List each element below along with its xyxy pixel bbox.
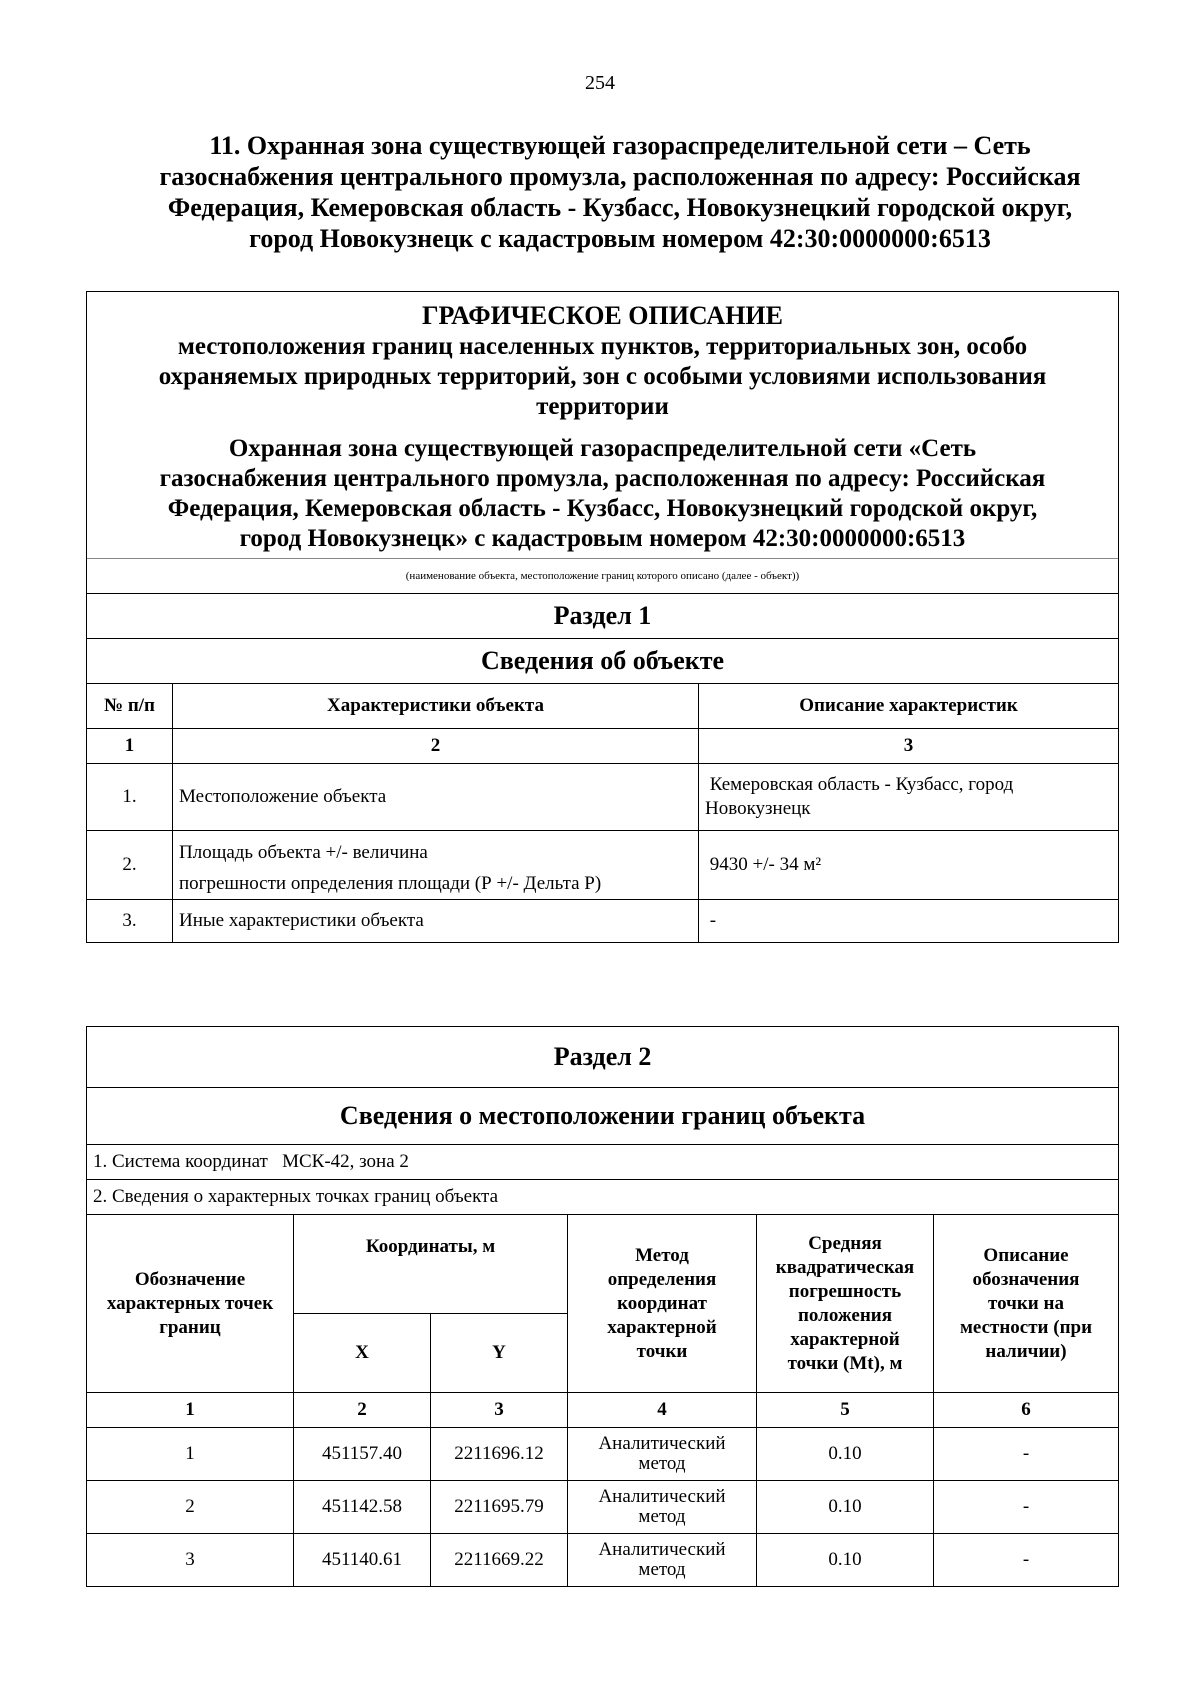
point-method <box>568 1481 757 1534</box>
point-error: 0.10 <box>757 1428 934 1481</box>
table-row <box>87 831 1119 900</box>
heading-line: город Новокузнецк с кадастровым номером 42:30:0000000:6513 <box>249 224 991 253</box>
col-number: 6 <box>934 1393 1119 1428</box>
point-description: - <box>934 1481 1119 1534</box>
table-row <box>87 1428 1119 1481</box>
object-name-line: газоснабжения центрального промузла, расположенная по адресу: Российская <box>159 465 1046 492</box>
point-method <box>568 1428 757 1481</box>
cell-line: Иные характеристики объекта <box>179 910 424 931</box>
document-heading <box>100 130 1140 254</box>
header-line: точки <box>636 1340 688 1362</box>
table-row <box>87 764 1119 831</box>
header-description: Описание характеристик <box>699 684 1119 729</box>
point-x: 451157.40 <box>294 1428 431 1481</box>
subtitle-line: охраняемых природных территорий, зон с особыми условиями использования <box>158 363 1047 390</box>
section1-title: Раздел 1 <box>87 594 1119 639</box>
point-error: 0.10 <box>757 1534 934 1587</box>
header-line: Обозначение <box>134 1268 246 1290</box>
section1-table <box>86 291 1119 943</box>
cell-line: Аналитический <box>598 1539 726 1560</box>
header-line: местности (при <box>959 1316 1093 1338</box>
col-number: 1 <box>87 729 173 764</box>
col-number: 4 <box>568 1393 757 1428</box>
object-name-line: Охранная зона существующей газораспределительной сети «Сеть <box>228 435 977 462</box>
point-description: - <box>934 1428 1119 1481</box>
cell-line: Аналитический <box>598 1486 726 1507</box>
cell-line: 9430 +/- 34 м² <box>705 854 822 875</box>
cell-line: Аналитический <box>598 1433 726 1454</box>
header-line: характерных точек <box>106 1292 274 1314</box>
point-y: 2211696.12 <box>431 1428 568 1481</box>
row-description <box>699 900 1119 943</box>
cell-line: метод <box>638 1559 686 1580</box>
header-error <box>757 1215 934 1393</box>
point-id: 2 <box>87 1481 294 1534</box>
object-name <box>87 426 1118 558</box>
header-line: границ <box>159 1316 221 1338</box>
row-characteristic <box>173 900 699 943</box>
heading-line: газоснабжения центрального промузла, расположенная по адресу: Российская <box>159 162 1081 191</box>
graphic-description-subtitle <box>87 332 1118 426</box>
object-caption: (наименование объекта, местоположение границ которого описано (далее - объект)) <box>87 559 1119 594</box>
table-row <box>87 900 1119 943</box>
header-coordinates: Координаты, м <box>294 1215 568 1314</box>
object-name-line: город Новокузнецк» с кадастровым номером 42:30:0000000:6513 <box>239 525 966 552</box>
section2-table <box>86 1026 1119 1587</box>
point-id: 1 <box>87 1428 294 1481</box>
object-name-line: Федерация, Кемеровская область - Кузбасс, Новокузнецкий городской округ, <box>167 495 1038 522</box>
header-line: характерной <box>607 1316 717 1338</box>
header-line: характерной <box>790 1328 900 1350</box>
cell-line: Площадь объекта +/- величина <box>179 842 428 863</box>
cell-line: метод <box>638 1506 686 1527</box>
col-number: 5 <box>757 1393 934 1428</box>
col-number: 2 <box>294 1393 431 1428</box>
coordinate-system: 1. Система координат МСК-42, зона 2 <box>87 1145 1119 1180</box>
point-description: - <box>934 1534 1119 1587</box>
cell-line: метод <box>638 1453 686 1474</box>
section2-subtitle: Сведения о местоположении границ объекта <box>87 1088 1119 1145</box>
row-number: 3. <box>87 900 173 943</box>
row-number: 2. <box>87 831 173 900</box>
header-line: погрешность <box>788 1280 902 1302</box>
cell-line: погрешности определения площади (Р +/- Дельта Р) <box>179 873 602 894</box>
header-line: наличии) <box>985 1340 1067 1362</box>
row-description <box>699 764 1119 831</box>
header-method <box>568 1215 757 1393</box>
header-line: координат <box>617 1292 707 1314</box>
row-number: 1. <box>87 764 173 831</box>
heading-line: Федерация, Кемеровская область - Кузбасс, Новокузнецкий городской округ, <box>167 193 1073 222</box>
table-row <box>87 1481 1119 1534</box>
page-number: 254 <box>585 72 615 94</box>
point-y: 2211669.22 <box>431 1534 568 1587</box>
col-number: 3 <box>699 729 1119 764</box>
header-x: X <box>294 1314 431 1393</box>
graphic-description-title: ГРАФИЧЕСКОЕ ОПИСАНИЕ <box>422 301 783 330</box>
points-info: 2. Сведения о характерных точках границ объекта <box>87 1180 1119 1215</box>
header-characteristics: Характеристики объекта <box>173 684 699 729</box>
header-line: положения <box>797 1304 893 1326</box>
heading-line: 11. Охранная зона существующей газораспределительной сети – Сеть <box>209 131 1031 160</box>
header-point-description <box>934 1215 1119 1393</box>
header-line: Средняя <box>808 1232 882 1254</box>
header-y: Y <box>431 1314 568 1393</box>
col-number: 1 <box>87 1393 294 1428</box>
point-method <box>568 1534 757 1587</box>
table-row <box>87 1534 1119 1587</box>
graphic-description-header <box>87 292 1119 559</box>
header-line: определения <box>607 1268 717 1290</box>
col-number: 3 <box>431 1393 568 1428</box>
point-y: 2211695.79 <box>431 1481 568 1534</box>
cell-line: Местоположение объекта <box>179 786 387 807</box>
point-x: 451140.61 <box>294 1534 431 1587</box>
point-error: 0.10 <box>757 1481 934 1534</box>
section1-subtitle: Сведения об объекте <box>87 639 1119 684</box>
header-line: точки на <box>988 1292 1064 1314</box>
subtitle-line: территории <box>536 393 669 420</box>
point-id: 3 <box>87 1534 294 1587</box>
row-description <box>699 831 1119 900</box>
header-line: точки (Mt), м <box>787 1352 903 1374</box>
col-number: 2 <box>173 729 699 764</box>
header-line: Описание <box>983 1244 1069 1266</box>
point-x: 451142.58 <box>294 1481 431 1534</box>
row-characteristic <box>173 764 699 831</box>
section2-title: Раздел 2 <box>87 1027 1119 1088</box>
header-designation <box>87 1215 294 1393</box>
cell-line: Кемеровская область - Кузбасс, город <box>705 774 1014 795</box>
header-line: Метод <box>635 1244 689 1266</box>
header-line: обозначения <box>972 1268 1080 1290</box>
cell-line: Новокузнецк <box>705 798 811 819</box>
cell-line: - <box>705 910 717 931</box>
row-characteristic <box>173 831 699 900</box>
subtitle-line: местоположения границ населенных пунктов, территориальных зон, особо <box>177 333 1028 360</box>
header-number: № п/п <box>87 684 173 729</box>
header-line: квадратическая <box>775 1256 915 1278</box>
